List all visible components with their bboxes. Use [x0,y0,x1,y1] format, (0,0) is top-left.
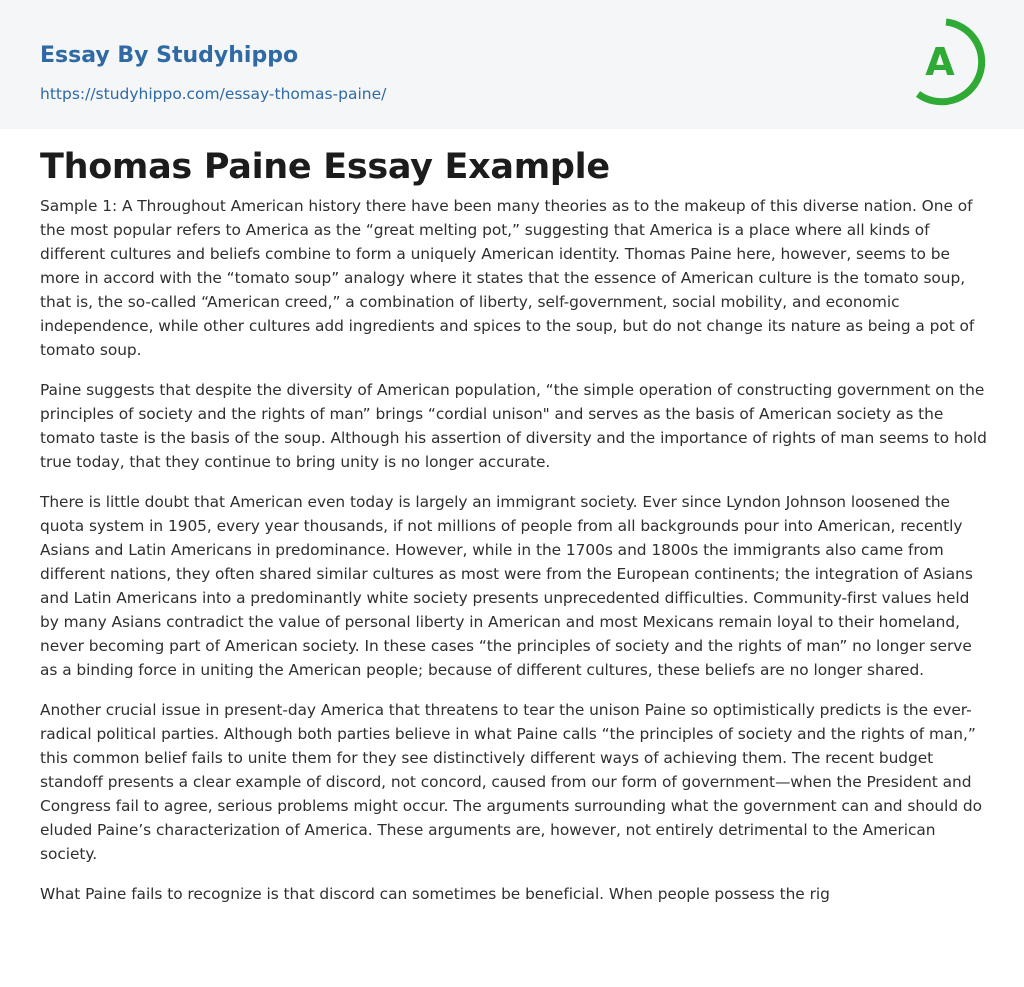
paragraph: Sample 1: A Throughout American history there have been many theories as to the makeup of this diverse nation. One of the most popular refers to America as the “great melting pot,” suggesting that America is a place where all kinds of different cultures and beliefs combine to form a uniquely American identity. Thomas Paine here, however, seems to be more in accord with the “tomato soup” analogy where it states that the essence of American culture is the tomato soup, that is, the so-called “American creed,” a combination of liberty, self-government, social mobility, and economic independence, while other cultures add ingredients and spices to the soup, but do not change its nature as being a pot of tomato soup. [40,197,975,359]
logo-letter: A [925,40,955,84]
paragraph: What Paine fails to recognize is that discord can sometimes be beneficial. When people possess the rig [40,885,830,903]
source-url-link[interactable]: https://studyhippo.com/essay-thomas-paine/ [40,85,387,103]
studyhippo-logo-icon[interactable] [904,18,988,106]
paragraph: Paine suggests that despite the diversity of American population, “the simple operation of constructing government on the principles of society and the rights of man” brings “cordial unison" and serves as the basis of American society as the tomato taste is the basis of the soup. Although his assertion of diversity and the importance of rights of man seems to hold true today, that they continue to bring unity is no longer accurate. [40,381,987,471]
brand-title[interactable]: Essay By Studyhippo [40,43,299,68]
article-body [40,194,988,922]
paragraph: Another crucial issue in present-day America that threatens to tear the unison Paine so optimistically predicts is the ever-radical political parties. Although both parties believe in what Paine calls “the principles of society and the rights of man,” this common belief fails to unite them for they see distinctively different ways of achieving them. The recent budget standoff presents a clear example of discord, not concord, caused from our form of government—when the President and Congress fail to agree, serious problems might occur. The arguments surrounding what the government can and should do eluded Paine’s characterization of America. These arguments are, however, not entirely detrimental to the American society. [40,701,982,863]
page-title: Thomas Paine Essay Example [40,147,610,187]
paragraph: There is little doubt that American even today is largely an immigrant society. Ever since Lyndon Johnson loosened the quota system in 1905, every year thousands, if not millions of people from all backgrounds pour into American, recently Asians and Latin Americans in predominance. However, while in the 1700s and 1800s the immigrants also came from different nations, they often shared similar cultures as most were from the European continents; the integration of Asians and Latin Americans into a predominantly white society presents unprecedented difficulties. Community-first values held by many Asians contradict the value of personal liberty in American and most Mexicans remain loyal to their homeland, never becoming part of American society. In these cases “the principles of society and the rights of man” no longer serve as a binding force in uniting the American people; because of different cultures, these beliefs are no longer shared. [40,493,973,679]
